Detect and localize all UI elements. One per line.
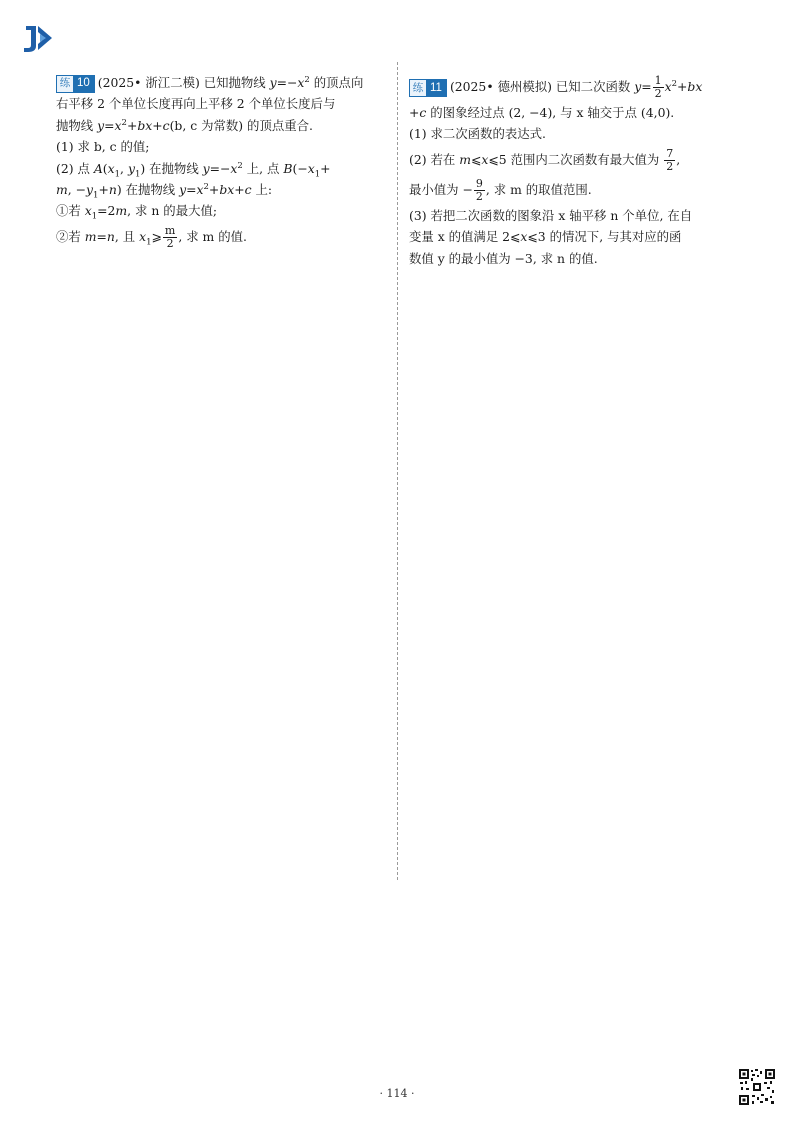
question-1: (1) 求 b, c 的值;	[56, 139, 150, 155]
problem-10: 练 10 (2025• 浙江二模) 已知抛物线 $y=-x^2$ 的顶点向 右平移 2 个单位长度再向上平移 2 个单位长度后与 抛物线 $y=x^2+bx+c(b$, c 为常数) 的顶点重合. (1) 求 b, c 的值; (2) 点 $A(x_1$, $y_1$) 在抛物线 $y=-x^2$ 上, 点 $B(-x_1+$ m, $-y_1+n$) 在抛物线 $y=x^2+bx+c$ 上: ①若 $x_1=2m$, 求 n 的最大值; ②若 m=n, 且 $x_1⩾$ $\frac{m}{2}$ , 求 m 的值.	[56, 72, 386, 252]
problem-11: 练 11 (2025• 德州模拟) 已知二次函数 y= $\frac{1}{2}$ $x^2+bx$ +c 的图象经过点 (2, −4), 与 x 轴交于点 (4,0). (1) 求二次函数的表达式. (2) 若在 m⩽x⩽5 范围内二次函数有最大值为 $\frac{7}{2}$ , 最小值为 − $\frac{9}{2}$ , 求 m 的取值范围. (3) 若把二次函数的图象沿 x 轴平移 n 个单位, 在自 变量 x 的值满足 2⩽x⩽3 的情况下, 与其对应的函 数值 y 的最小值为 −3, 求 n 的值.	[409, 72, 739, 269]
equation: $x_1=2m$	[84, 203, 128, 222]
problem-text-line: 数值 y 的最小值为 −3, 求 n 的值.	[409, 250, 598, 266]
column-divider	[397, 62, 398, 880]
fraction: $\frac{m}{2}$	[164, 223, 176, 250]
equation: 2⩽x⩽3	[502, 229, 546, 245]
equation: $B(-x_1+$	[283, 160, 331, 180]
equation: $y=x^2+bx+c$	[179, 181, 252, 198]
fraction: $\frac{1}{2}$	[654, 74, 662, 100]
equation: $x_1⩾$ $\frac{m}{2}$	[139, 223, 176, 250]
equation: m=n	[84, 228, 115, 244]
question-1: (1) 求二次函数的表达式.	[409, 126, 546, 142]
publisher-logo-icon	[20, 20, 56, 56]
fraction: $\frac{9}{2}$	[475, 176, 483, 203]
page-number: · 114 ·	[379, 1087, 415, 1100]
equation: +c	[409, 105, 427, 120]
equation: $y=-x^2$	[269, 74, 310, 90]
problem-text-line: 右平移 2 个单位长度再向上平移 2 个单位长度后与	[56, 96, 336, 112]
fraction: $\frac{7}{2}$	[666, 146, 674, 173]
question-3: (3) 若把二次函数的图象沿 x 轴平移 n 个单位, 在自	[409, 207, 693, 223]
equation: m, $-y_1+n$)	[56, 182, 122, 201]
equation: y= $\frac{1}{2}$ $x^2+bx$	[634, 74, 703, 100]
qr-code-icon	[738, 1068, 776, 1106]
equation: m⩽x⩽5	[459, 151, 507, 167]
problem-badge: 练 11	[409, 79, 447, 97]
problem-badge: 练 10	[56, 75, 95, 93]
equation: $y=x^2+bx+c$	[97, 117, 170, 133]
equation: $y=-x^2$	[202, 160, 243, 176]
equation: $A(x_1$, $y_1$)	[93, 160, 146, 180]
